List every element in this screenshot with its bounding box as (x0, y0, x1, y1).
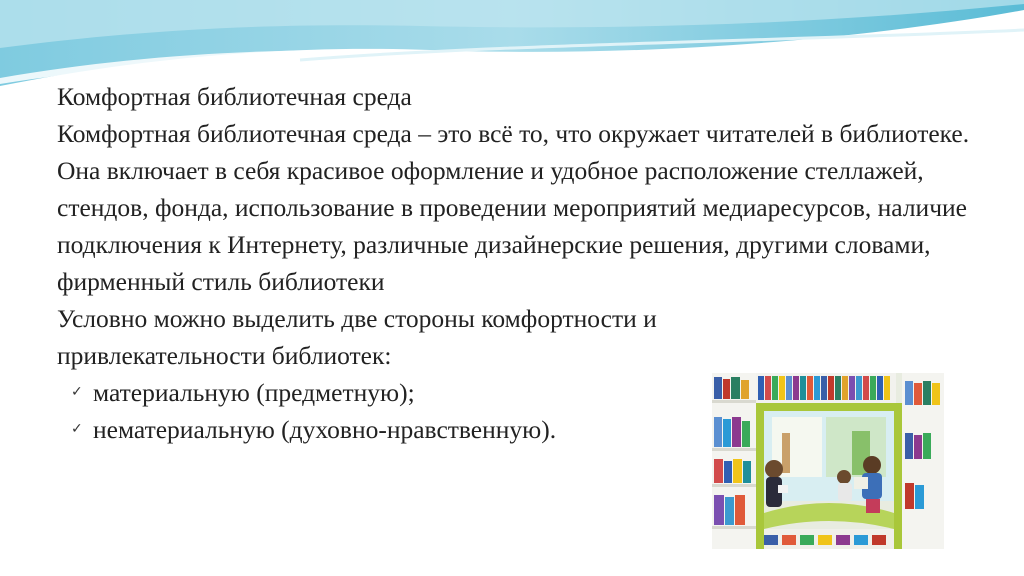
slide-intro: Условно можно выделить две стороны комфортности и привлекательности библиотек: (57, 304, 657, 370)
slide-paragraph: Комфортная библиотечная среда – это всё то, что окружает читателей в библиотеке. Она включает в себя красивое оформление и удобное расположение стеллажей, стендов, фонда, использование в проведении мероприятий медиаресурсов, наличие подключения к Интернету, различные дизайнерские решения, другими словами, фирменный стиль библиотеки (57, 119, 970, 296)
slide-title: Комфортная библиотечная среда (57, 82, 412, 111)
chevron-check-icon: ✓ (71, 384, 83, 400)
bullet-text: материальную (предметную); (93, 378, 415, 407)
bullet-text: нематериальную (духовно-нравственную). (93, 415, 557, 444)
header-wave-decoration (0, 0, 1024, 90)
library-photo (712, 373, 944, 549)
chevron-check-icon: ✓ (71, 421, 83, 437)
